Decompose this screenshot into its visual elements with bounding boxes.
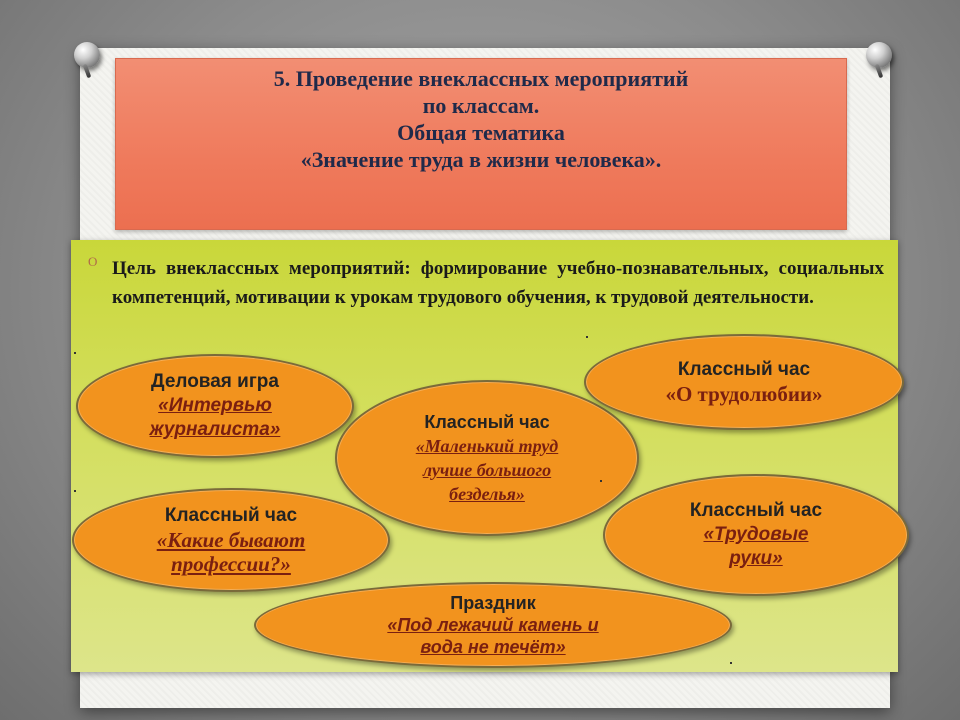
title-line: «Значение труда в жизни человека». xyxy=(300,147,662,172)
event-title: «Интервью xyxy=(158,395,272,416)
event-label: Классный час xyxy=(164,505,298,526)
event-small-labor xyxy=(335,380,639,536)
event-title: «О трудолюбии» xyxy=(665,382,823,406)
event-label: Классный час xyxy=(424,412,550,432)
event-title: безделья» xyxy=(449,484,525,504)
event-label: Деловая игра xyxy=(151,371,279,392)
event-title: руки» xyxy=(729,548,783,569)
event-title: «Под лежачий камень и xyxy=(387,615,599,635)
event-title: вода не течёт» xyxy=(420,637,566,657)
speck xyxy=(74,352,76,354)
event-diligence xyxy=(584,334,904,430)
speck xyxy=(74,490,76,492)
bullet-icon: O xyxy=(88,254,98,269)
slide-title xyxy=(115,58,847,230)
goal-text: Цель внеклассных мероприятий: формирование учебно-познавательных, социальных компетенций, мотивации к урокам трудового обучения, к трудовой деятельности. xyxy=(112,258,884,308)
title-line: Общая тематика xyxy=(397,120,565,145)
event-title: «Трудовые xyxy=(703,524,809,545)
pushpin-right-icon xyxy=(862,40,896,74)
event-title: журналиста» xyxy=(149,419,281,440)
event-label: Классный час xyxy=(689,500,823,521)
event-label: Классный час xyxy=(677,359,811,380)
title-line: по классам. xyxy=(422,93,540,118)
event-holiday xyxy=(254,582,732,668)
speck xyxy=(586,336,588,338)
event-title: профессии?» xyxy=(171,552,291,576)
event-title: «Какие бывают xyxy=(156,528,306,552)
event-title: «Маленький труд xyxy=(415,436,559,456)
event-label: Праздник xyxy=(450,593,536,613)
event-business-game xyxy=(76,354,354,458)
pushpin-left-icon xyxy=(70,40,104,74)
title-line: 5. Проведение внеклассных мероприятий xyxy=(273,66,689,91)
speck xyxy=(600,480,602,482)
event-title: лучше большого xyxy=(422,460,552,480)
event-professions xyxy=(72,488,390,592)
event-working-hands xyxy=(603,474,909,596)
speck xyxy=(730,662,732,664)
